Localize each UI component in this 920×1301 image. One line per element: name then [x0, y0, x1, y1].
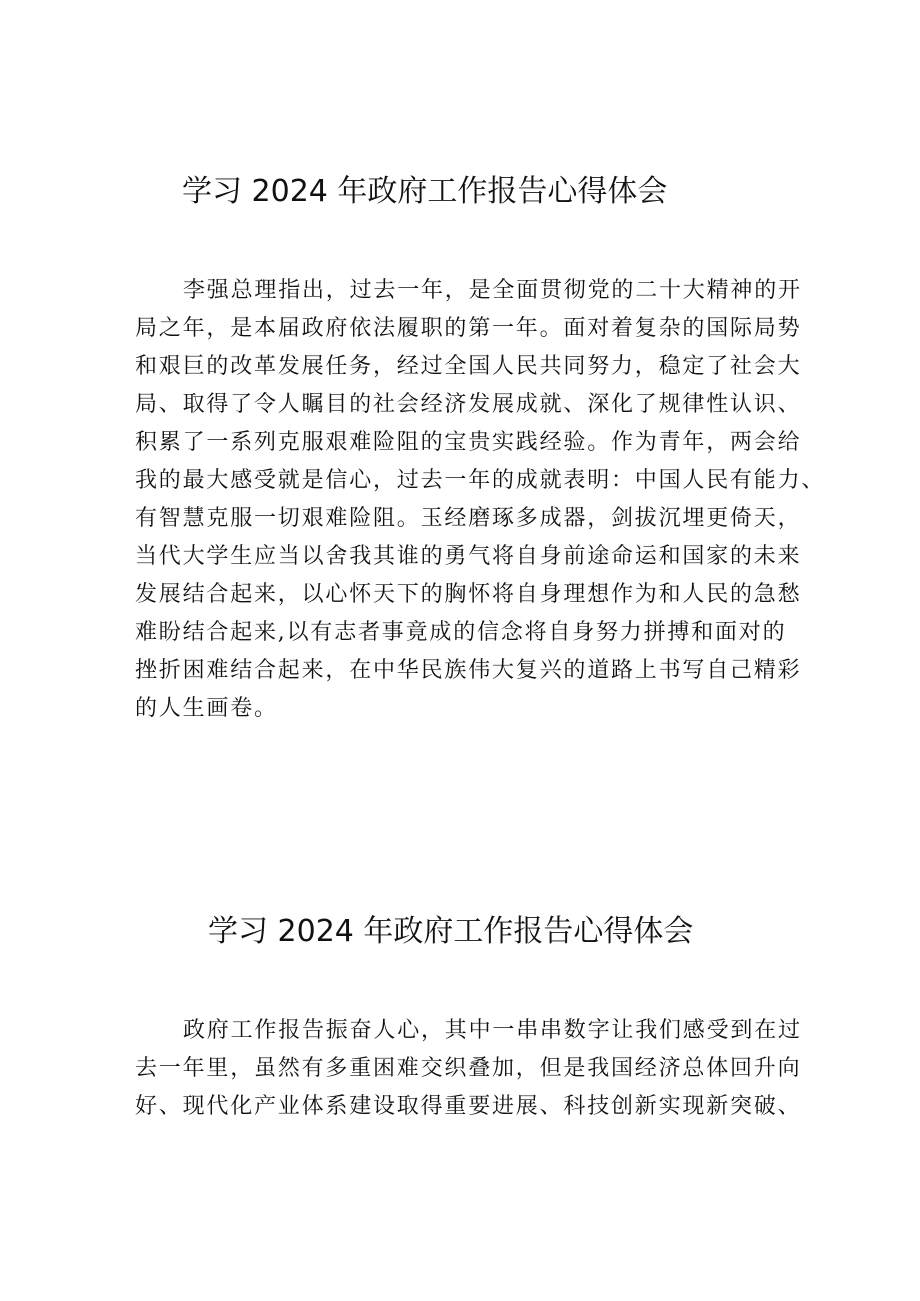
paragraph-line: 有智慧克服一切艰难险阻。玉经磨琢多成器，剑拔沉埋更倚天， — [135, 506, 802, 531]
paragraph — [135, 1012, 802, 1126]
section-title: 学习 2024 年政府工作报告心得体会 — [182, 174, 668, 209]
section-title: 学习 2024 年政府工作报告心得体会 — [208, 914, 694, 949]
paragraph-line: 好、现代化产业体系建设取得重要进展、科技创新实现新突破、 — [135, 1094, 802, 1119]
paragraph-line: 当代大学生应当以舍我其谁的勇气将自身前途命运和国家的未来 — [135, 544, 802, 569]
paragraph-line: 局之年，是本届政府依法履职的第一年。面对着复杂的国际局势 — [135, 316, 802, 341]
paragraph-line: 李强总理指出，过去一年，是全面贯彻党的二十大精神的开 — [183, 278, 802, 303]
paragraph — [135, 272, 825, 728]
paragraph-line: 积累了一系列克服艰难险阻的宝贵实践经验。作为青年，两会给 — [135, 430, 802, 455]
paragraph-line: 局、取得了令人瞩目的社会经济发展成就、深化了规律性认识、 — [135, 392, 802, 417]
paragraph-line: 和艰巨的改革发展任务，经过全国人民共同努力，稳定了社会大 — [135, 354, 802, 379]
paragraph-line: 政府工作报告振奋人心，其中一串串数字让我们感受到在过 — [183, 1018, 802, 1043]
paragraph-line: 我的最大感受就是信心，过去一年的成就表明：中国人民有能力、 — [135, 468, 826, 493]
paragraph-line: 去一年里，虽然有多重困难交织叠加，但是我国经济总体回升向 — [135, 1056, 802, 1081]
paragraph-line: 发展结合起来，以心怀天下的胸怀将自身理想作为和人民的急愁 — [135, 582, 802, 607]
paragraph-line: 难盼结合起来,以有志者事竟成的信念将自身努力拼搏和面对的 — [135, 620, 787, 645]
paragraph-line: 挫折困难结合起来，在中华民族伟大复兴的道路上书写自己精彩 — [135, 658, 802, 683]
paragraph-line: 的人生画卷。 — [135, 696, 278, 721]
